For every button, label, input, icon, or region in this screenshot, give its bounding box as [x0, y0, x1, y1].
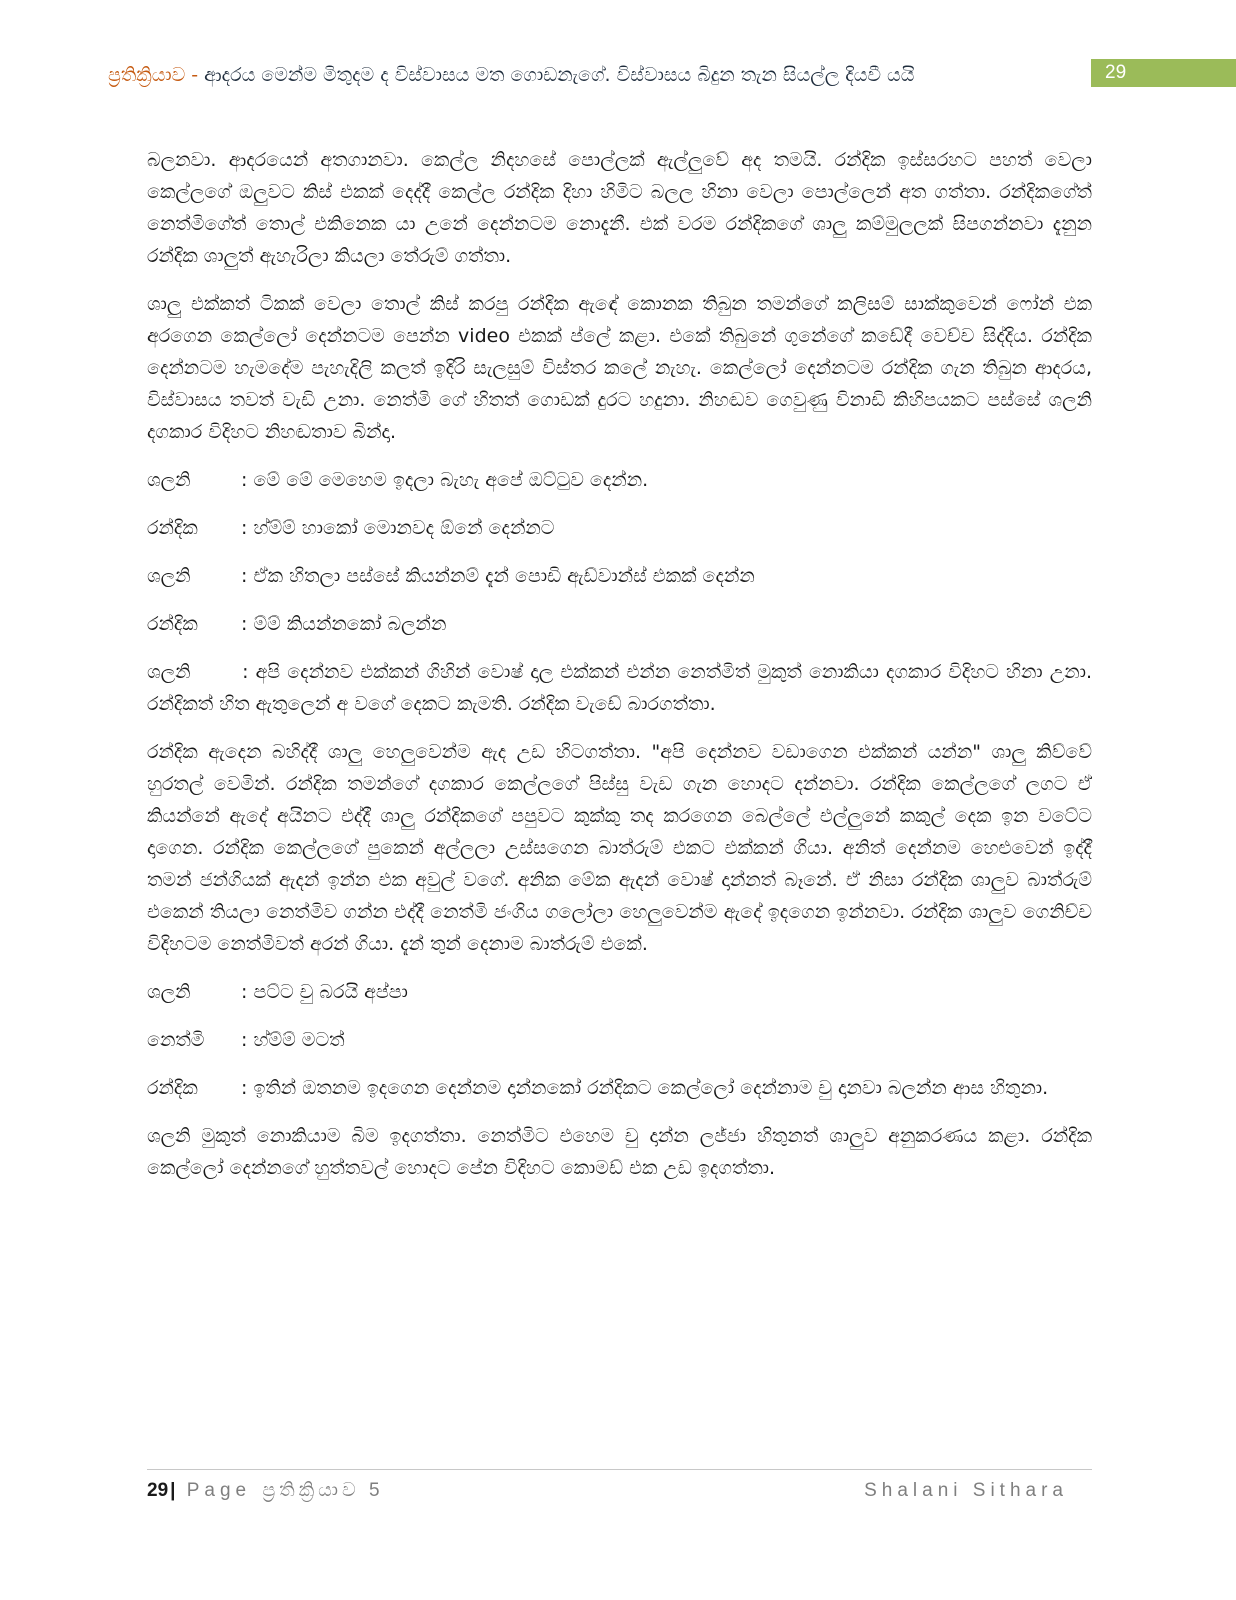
- dialogue-speaker: ශලනි: [147, 981, 191, 1003]
- dialogue-line-8: [147, 1072, 1092, 1104]
- dialogue-line-2: [147, 512, 1092, 544]
- dialogue-speaker: ශලනි: [147, 469, 191, 491]
- header-tagline: ආදරය මෙන්ම මිතුදම ද විස්වාසය මත ගොඩනැගේ. විස්වාසය බිදුන තැන සියල්ල දියවී යයි: [204, 64, 915, 86]
- dialogue-line-4: [147, 608, 1092, 640]
- footer-book-title: ප්‍රතික්‍රියාව 5: [262, 1480, 384, 1501]
- dialogue-text: : මේ මේ මෙහෙම ඉදලා බැහැ අපේ ඔට්ටුව දෙන්න.: [241, 469, 649, 491]
- dialogue-text: : අපි දෙන්නව එක්කන් ගිහින් වොෂ් දාල එක්කන් එන්න නෙත්මිත් මුකුත් නොකියා දගකාර විදිහට හිනා උනා. රන්දිකත් හිත ඇතුලෙන් අ වගේ දෙකට කැමති. රන්දික වැඩේ බාරගත්තා.: [147, 661, 1092, 715]
- dialogue-speaker: රන්දික: [147, 1077, 198, 1099]
- page-footer: [147, 1476, 1092, 1506]
- dialogue-text: : හ්ම්ම් හාකෝ මොනවද ඕනේ දෙන්නට: [241, 517, 555, 539]
- dialogue-line-5: [147, 656, 1092, 720]
- dialogue-line-6: [147, 976, 1092, 1008]
- dialogue-speaker: ශලනි: [147, 565, 191, 587]
- dialogue-speaker: නෙත්මි: [147, 1029, 205, 1051]
- header-page-number-badge: 29: [1091, 59, 1236, 87]
- footer-divider: [147, 1469, 1092, 1470]
- header-book-title: ප්‍රතික්‍රියාව: [108, 64, 186, 86]
- paragraph-3: රන්දික ඇදෙන බහිද්දී ශාලු හෙලුවෙන්ම ඇද උඩ හිටගත්තා. "අපි දෙන්නව වඩාගෙන එක්කන් යන්න" ශාලු කිව්වේ හුරතල් වෙමින්. රන්දික තමන්ගේ දගකාර කෙල්ලගේ පිස්සු වැඩ ගැන හොදට දන්නවා. රන්දික කෙල්ලගේ ලගට ඒ කියන්නේ ඇදේ අයිනට එද්දී ශාලු රන්දිකගේ පපුවට කුක්කු තද කරගෙන බෙල්ලේ එල්ලුනේ කකුල් දෙක ඉන වටේට දාගෙන. රන්දික කෙල්ලගේ පුකෙන් අල්ලලා උස්සගෙන බාත්රුම් එකට එක්කන් ගියා. අනිත් දෙන්නම හෙළුවෙන් ඉද්දී තමන් ජන්ගියක් ඇදන් ඉන්න එක අවුල් වගේ. අනික මේක ඇදන් වොෂ් දාන්නත් බෑනේ. ඒ නිසා රන්දික ශාලුව බාත්රුම් එකෙන් තියලා නෙත්මිව ගන්න එද්දී නෙත්මි ජංගිය ගලෝලා හෙලුවෙන්ම ඇදේ ඉදගෙන ඉන්නවා. රන්දික ශාලුව ගෙනිච්ච විදිහටම නෙත්මිවත් අරන් ගියා. දැන් තුන් දෙනාම බාත්රුම් එකේ.: [147, 741, 1092, 955]
- dialogue-line-7: [147, 1024, 1092, 1056]
- footer-page-label: Page: [186, 1480, 252, 1501]
- dialogue-text: : ම්ම් කියන්නකෝ බලන්න: [241, 613, 447, 635]
- footer-author: Shalani Sithara: [864, 1480, 1068, 1501]
- dialogue-text: : ඉතින් ඔතනම ඉදගෙන දෙන්නම දාන්නකෝ රන්දිකට කෙල්ලෝ දෙන්නාම චු දානවා බලන්න ආස හිතුනා.: [241, 1077, 1049, 1099]
- dialogue-speaker: ශලනි: [147, 661, 191, 683]
- dialogue-text: : හ්ම්ම් මටත්: [241, 1029, 345, 1051]
- paragraph-1: බලනවා. ආදරයෙන් අතගානවා. කෙල්ල නිදහසේ පොල්ලක් ඇල්ලුවේ අද තමයි. රන්දික ඉස්සරහට පහත් වෙලා කෙල්ලගේ ඔලුවට කිස් එකක් දෙද්දී කෙල්ල රන්දික දිහා හිමිට බලල හිනා වෙලා පොල්ලෙන් අත ගත්තා. රන්දිකගේත් නෙත්මිගේත් තොල් එකිනෙක යා උනේ දෙන්නටම නොදැනී. එක් වරම රන්දිකගේ ශාලු කම්මුලලක් සිපගන්නවා දැනුන රන්දික ශාලුත් ඇහැරිලා කියලා තේරුම් ගත්තා.: [147, 149, 1092, 267]
- paragraph-4: ශලනි මුකුත් නොකියාම බිම ඉදගත්තා. නෙත්මිට එහෙම චු දාන්න ලජ්ජා හිතුනත් ශාලුව අනුකරණය කළා. රන්දික කෙල්ලෝ දෙන්නගේ හුත්තවල් හොදට පේන විදිහට කොමඩ් එක උඩ ඉදගත්තා.: [147, 1125, 1092, 1179]
- footer-separator: |: [170, 1480, 176, 1501]
- dialogue-text: : පට්ට චු බරයි අප්පා: [241, 981, 408, 1003]
- dialogue-speaker: රන්දික: [147, 517, 198, 539]
- dialogue-speaker: රන්දික: [147, 613, 198, 635]
- page-body: [147, 144, 1092, 1200]
- footer-page-number: 29: [147, 1480, 169, 1501]
- dialogue-line-1: [147, 464, 1092, 496]
- running-header: [108, 60, 1088, 90]
- paragraph-2: ශාලු එක්කත් ටිකක් වෙලා තොල් කිස් කරපු රන්දික ඇඳේ කොනක තිබුන තමන්ගේ කලිසම් සාක්කුවෙන් ෆෝන් එක අරගෙන කෙල්ලෝ දෙන්නටම පෙන්න video එකක් ප්ලේ කළා. එකේ තිබුනේ ගුනේගේ කඩේදී වෙච්ච සිද්දිය. රන්දික දෙන්නටම හැමදේම පැහැදිලි කලත් ඉදිරි සැලසුම් විස්තර කලේ නැහැ. කෙල්ලෝ දෙන්නටම රන්දික ගැන තිබුන ආදරය, විස්වාසය තවත් වැඩි උනා. නෙත්මි ගේ හිතත් ගොඩක් දුරට හදුනා. නිහඬව ගෙවුණු විනාඩි කිහිපයකට පස්සේ ශලනි දගකාර විදිහට නිහඬතාව බින්දා.: [147, 293, 1092, 443]
- header-separator: -: [191, 64, 199, 86]
- dialogue-line-3: [147, 560, 1092, 592]
- dialogue-text: : ඒක හිතලා පස්සේ කියන්නම් දැන් පොඩි ඇඩ්වාන්ස් එකක් දෙන්න: [241, 565, 755, 587]
